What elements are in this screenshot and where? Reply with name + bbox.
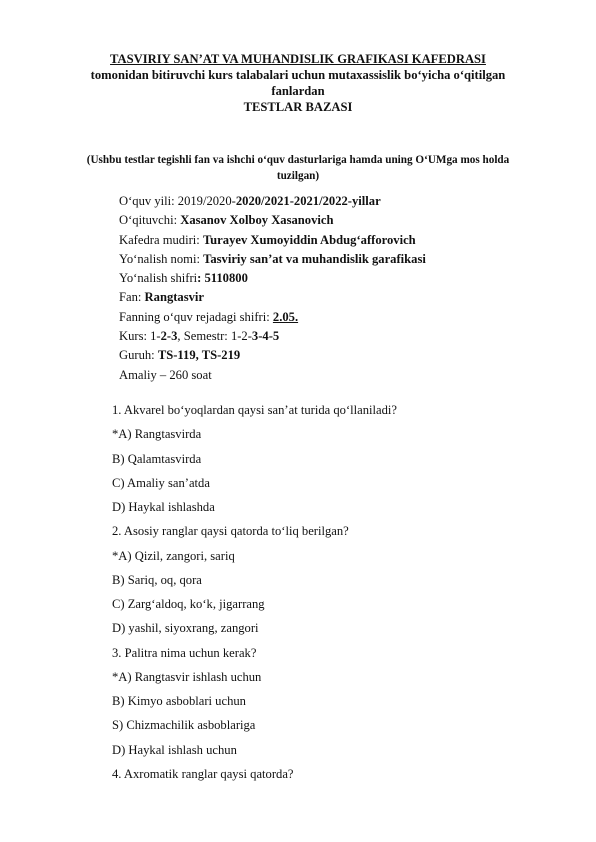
answer-option: S) Chizmachilik asboblariga — [112, 718, 256, 733]
meta-plan-code: Fanning o‘quv rejadagi shifri: 2.05. — [119, 309, 299, 324]
header-note-line2: tuzilgan) — [276, 170, 320, 182]
header-note-line1: (Ushbu testlar tegishli fan va ishchi o‘quv dasturlariga hamda uning O‘UMga mos holda — [86, 154, 510, 166]
answer-option: C) Amaliy san’atda — [112, 475, 210, 490]
header-note — [60, 152, 536, 184]
questions-list — [112, 398, 397, 786]
document-header — [60, 51, 536, 115]
answer-option: D) yashil, siyoxrang, zangori — [112, 621, 259, 636]
question-text: 4. Axromatik ranglar qaysi qatorda? — [112, 766, 294, 781]
department-title: TASVIRIY SAN’AT VA MUHANDISLIK GRAFIKASI KAFEDRASI — [110, 52, 486, 66]
answer-option: D) Haykal ishlash uchun — [112, 742, 237, 757]
answer-option: *A) Qizil, zangori, sariq — [112, 548, 235, 563]
answer-option: D) Haykal ishlashda — [112, 500, 215, 514]
answer-option: B) Qalamtasvirda — [112, 451, 202, 466]
answer-option: C) Zarg‘aldoq, ko‘k, jigarrang — [112, 597, 265, 611]
answer-option: B) Kimyo asboblari uchun — [112, 694, 246, 708]
question-text: 1. Akvarel bo‘yoqlardan qaysi san’at turida qo‘llaniladi? — [112, 403, 398, 417]
answer-option: *A) Rangtasvirda — [112, 427, 202, 442]
header-subtitle-line1: tomonidan bitiruvchi kurs talabalari uchun mutaxassislik bo‘yicha o‘qitilgan — [90, 68, 506, 82]
meta-year: O‘quv yili: 2019/2020-2020/2021-2021/2022-yillar — [119, 194, 381, 208]
meta-teacher: O‘qituvchi: Xasanov Xolboy Xasanovich — [119, 213, 334, 228]
test-base-title: TESTLAR BAZASI — [243, 100, 353, 114]
header-subtitle-line2: fanlardan — [271, 84, 325, 98]
meta-practice-hours: Amaliy – 260 soat — [119, 367, 212, 382]
question-text: 3. Palitra nima uchun kerak? — [112, 645, 257, 660]
meta-subject: Fan: Rangtasvir — [119, 290, 205, 305]
meta-group: Guruh: TS-119, TS-219 — [119, 348, 241, 363]
meta-department-head: Kafedra mudiri: Turayev Xumoyiddin Abdug‘afforovich — [119, 232, 416, 247]
answer-option: B) Sariq, oq, qora — [112, 572, 202, 587]
meta-course-semester: Kurs: 1-2-3, Semestr: 1-2-3-4-5 — [119, 329, 280, 344]
answer-option: *A) Rangtasvir ishlash uchun — [112, 669, 262, 684]
question-text: 2. Asosiy ranglar qaysi qatorda to‘liq berilgan? — [112, 524, 349, 539]
meta-info-block — [119, 192, 426, 385]
meta-direction-code: Yo‘nalish shifri: 5110800 — [119, 271, 248, 286]
meta-direction-name: Yo‘nalish nomi: Tasviriy san’at va muhandislik garafikasi — [119, 251, 426, 266]
